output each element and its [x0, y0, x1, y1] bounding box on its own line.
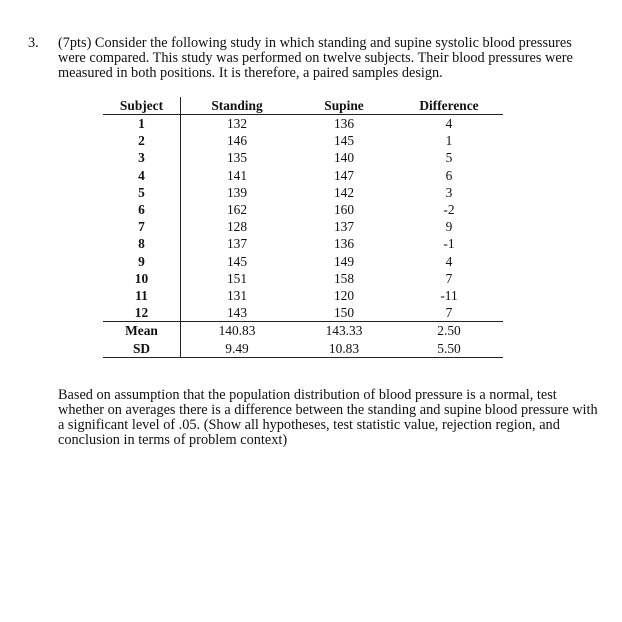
cell-difference: 5: [445, 150, 453, 166]
mean-supine: 143.33: [293, 322, 395, 340]
cell-difference: 4: [445, 253, 453, 269]
mean-standing: 140.83: [181, 322, 294, 340]
cell-standing: 143: [226, 305, 248, 321]
cell-subject: 5: [103, 184, 181, 201]
table-body: [103, 115, 503, 358]
cell-subject: 4: [103, 167, 181, 184]
cell-subject: 6: [103, 201, 181, 218]
sd-standing: 9.49: [181, 339, 294, 357]
cell-standing: 131: [226, 287, 248, 303]
cell-subject: 1: [103, 115, 181, 133]
header-difference: Difference: [395, 97, 503, 115]
cell-standing: 141: [226, 167, 248, 183]
cell-subject: 10: [103, 270, 181, 287]
cell-subject: 9: [103, 253, 181, 270]
cell-difference: 4: [445, 116, 453, 132]
header-supine: Supine: [293, 97, 395, 115]
cell-supine: 136: [333, 116, 355, 132]
cell-difference: -11: [440, 287, 458, 303]
cell-supine: 147: [333, 167, 355, 183]
cell-standing: 145: [226, 253, 248, 269]
cell-difference: -2: [443, 202, 455, 218]
cell-supine: 158: [333, 270, 355, 286]
table-row: [103, 132, 503, 149]
sd-difference: 5.50: [395, 339, 503, 357]
cell-supine: 140: [333, 150, 355, 166]
cell-standing: 128: [226, 219, 248, 235]
table-row: [103, 304, 503, 322]
cell-standing: 135: [226, 150, 248, 166]
question-block: [28, 36, 598, 81]
table-row: [103, 184, 503, 201]
question-number: 3.: [28, 35, 39, 51]
cell-difference: 1: [445, 133, 453, 149]
table-row: [103, 149, 503, 166]
table-row: [103, 201, 503, 218]
table-row: [103, 115, 503, 133]
table-header-row: [103, 97, 503, 115]
cell-supine: 137: [333, 219, 355, 235]
mean-row: [103, 322, 503, 340]
mean-label: Mean: [103, 322, 181, 340]
cell-standing: 151: [226, 270, 248, 286]
cell-difference: 7: [445, 270, 453, 286]
cell-subject: 8: [103, 235, 181, 252]
cell-subject: 12: [103, 304, 181, 322]
cell-supine: 136: [333, 236, 355, 252]
cell-difference: 7: [445, 305, 453, 321]
cell-standing: 132: [226, 116, 248, 132]
table-row: [103, 235, 503, 252]
cell-difference: 3: [445, 184, 453, 200]
cell-standing: 137: [226, 236, 248, 252]
cell-subject: 2: [103, 132, 181, 149]
cell-supine: 160: [333, 202, 355, 218]
cell-standing: 146: [226, 133, 248, 149]
followup-question: Based on assumption that the population distribution of blood pressure is a normal, test whether on averages there is a difference between the standing and supine blood pressure with a significant level of .05. (Show all hypotheses, test statistic value, rejection region, and conclusion in terms of problem context): [58, 387, 598, 448]
cell-supine: 150: [333, 305, 355, 321]
mean-difference: 2.50: [395, 322, 503, 340]
table-row: [103, 218, 503, 235]
cell-difference: 9: [445, 219, 453, 235]
cell-standing: 162: [226, 202, 248, 218]
table-row: [103, 253, 503, 270]
blood-pressure-table: [103, 97, 503, 358]
header-standing: Standing: [181, 97, 294, 115]
cell-supine: 149: [333, 253, 355, 269]
table-row: [103, 270, 503, 287]
cell-subject: 3: [103, 149, 181, 166]
sd-supine: 10.83: [293, 339, 395, 357]
header-subject: Subject: [103, 97, 181, 115]
cell-difference: -1: [443, 236, 455, 252]
sd-row: [103, 339, 503, 357]
cell-supine: 145: [333, 133, 355, 149]
question-text: (7pts) Consider the following study in which standing and supine systolic blood pressures were compared. This study was performed on twelve subjects. Their blood pressures were measured in both positions. It is therefore, a paired samples design.: [58, 35, 573, 81]
cell-difference: 6: [445, 167, 453, 183]
cell-supine: 120: [333, 287, 355, 303]
cell-supine: 142: [333, 184, 355, 200]
table-row: [103, 287, 503, 304]
cell-standing: 139: [226, 184, 248, 200]
table-row: [103, 167, 503, 184]
cell-subject: 11: [103, 287, 181, 304]
sd-label: SD: [103, 339, 181, 357]
cell-subject: 7: [103, 218, 181, 235]
